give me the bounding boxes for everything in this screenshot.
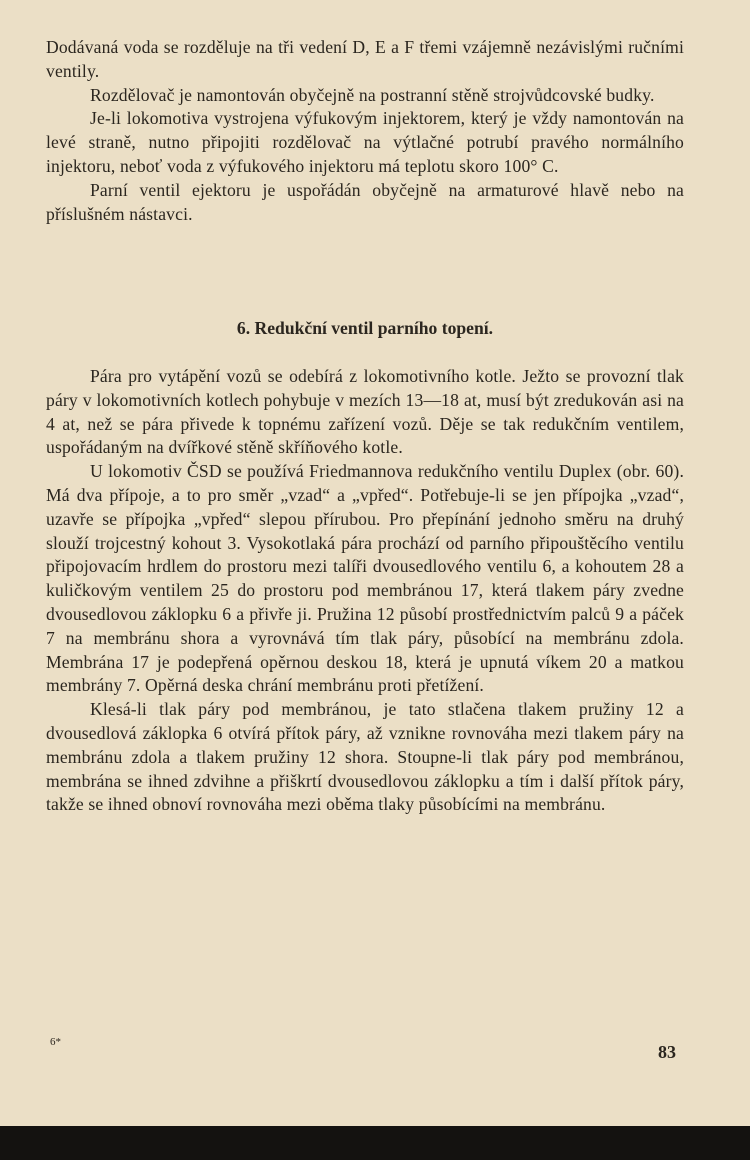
- paragraph: Klesá-li tlak páry pod membránou, je tato stlačena tlakem pružiny 12 a dvousedlová záklopka 6 otvírá přítok páry, až vznikne rovnováha mezi tlakem páry na membránu zdola a tlakem pružiny 12 shora. Stoupne-li tlak páry pod membránou, membrána se ihned zdvihne a přiškrtí dvousedlovou záklopku a tím i další přítok páry, takže se ihned obnoví rovnováha mezi oběma tlaky působícími na membránu.: [46, 699, 684, 815]
- paragraph: Rozdělovač je namontován obyčejně na postranní stěně strojvůdcovské budky.: [90, 84, 655, 105]
- paragraph: Parní ventil ejektoru je uspořádán obyčejně na armaturové hlavě nebo na příslušném nástavci.: [46, 179, 684, 224]
- signature-mark: 6*: [50, 1036, 61, 1048]
- text-block-bottom: [46, 365, 684, 817]
- paragraph: Je-li lokomotiva vystrojena výfukovým injektorem, který je vždy namontován na levé straně, nutno připojiti rozdělovač na výtlačné potrubí pravého normálního injektoru, neboť voda z výfukového injektoru má teplotu skoro 100° C.: [46, 108, 684, 176]
- text-block-top: [46, 36, 684, 226]
- paragraph: Pára pro vytápění vozů se odebírá z lokomotivního kotle. Ježto se provozní tlak páry v lokomotivních kotlech pohybuje v mezích 13—18 at, musí být zredukován asi na 4 at, než se pára přivede k topnému zařízení vozů. Děje se tak redukčním ventilem, uspořádaným na dvířkové stěně skříňového kotle.: [46, 366, 684, 458]
- paragraph: Dodávaná voda se rozděluje na tři vedení D, E a F třemi vzájemně nezávislými ručními ventily.: [46, 37, 684, 81]
- paragraph: U lokomotiv ČSD se používá Friedmannova redukčního ventilu Duplex (obr. 60). Má dva přípoje, a to pro směr „vzad“ a „vpřed“. Potřebuje-li se jen přípojka „vzad“, uzavře se přípojka „vpřed“ slepou přírubou. Pro přepínání jednoho směru na druhý slouží trojcestný kohout 3. Vysokotlaká pára prochází od parního připouštěcího ventilu připojovacím hrdlem do prostoru mezi talíři dvousedlového ventilu 6, a kohoutem 28 a kuličkovým ventilem 25 do prostoru pod membránou 17, která tlakem páry zvedne dvousedlovou záklopku 6 a přivře ji. Pružina 12 působí prostřednictvím palců 9 a páček 7 na membránu shora a vyrovnává tím tlak páry, působící na membránu zdola. Membrána 17 je podepřená opěrnou deskou 18, která je upnutá víkem 20 a matkou membrány 7. Opěrná deska chrání membránu proti přetížení.: [46, 461, 684, 696]
- scan-edge: [0, 1126, 750, 1160]
- section-heading: 6. Redukční ventil parního topení.: [236, 318, 494, 338]
- page-number: 83: [658, 1042, 676, 1062]
